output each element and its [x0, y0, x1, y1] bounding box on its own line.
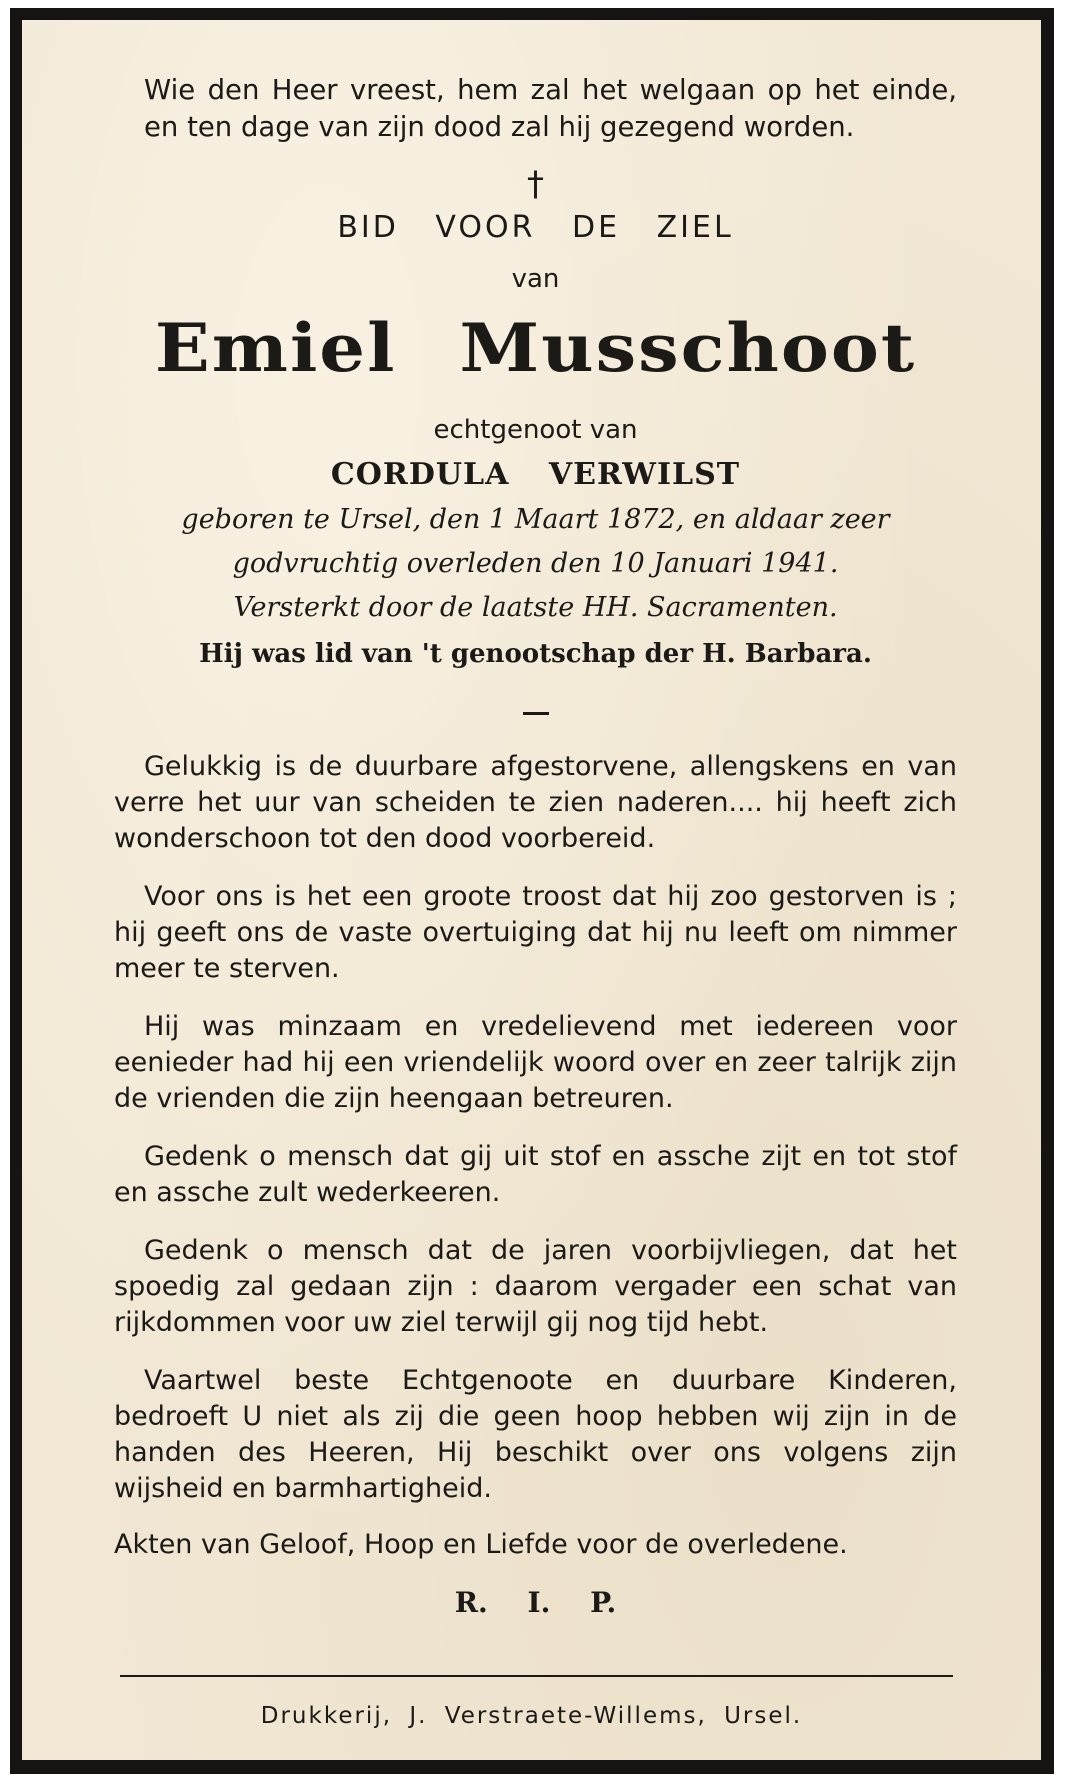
membership-line: Hij was lid van 't genootschap der H. Barbara.	[199, 639, 872, 669]
rip-text: R. I. P.	[454, 1586, 617, 1619]
printer-credit: Drukkerij, J. Verstraete-Willems, Ursel.	[260, 1703, 803, 1729]
spouse-intro: echtgenoot van	[433, 415, 638, 445]
spouse-name: CORDULA VERWILST	[330, 457, 741, 492]
heading: BID VOOR DE ZIEL	[337, 210, 734, 245]
paragraph-2: Voor ons is het een groote troost dat hij zoo gestorven is ; hij geeft ons de vaste overtuiging dat hij nu leeft om nimmer meer te sterven.	[114, 881, 957, 984]
birth-death-line-1: geboren te Ursel, den 1 Maart 1872, en aldaar zeer	[181, 504, 890, 535]
paragraph-4: Gedenk o mensch dat gij uit stof en assche zijt en tot stof en assche zult wederkeeren.	[114, 1141, 957, 1208]
acts-line: Akten van Geloof, Hoop en Liefde voor de overledene.	[114, 1529, 848, 1560]
footer-rule	[120, 1675, 953, 1677]
separator-dash	[523, 712, 549, 715]
paragraph-6: Vaartwel beste Echtgenoote en duurbare Kinderen, bedroeft U niet als zij die geen hoop hebben wij zijn in de handen des Heeren, Hij beschikt over ons volgens zijn wijsheid en barmhartigheid.	[114, 1365, 957, 1504]
van-text: van	[511, 264, 560, 294]
memorial-card	[10, 8, 1054, 1774]
epigraph: Wie den Heer vreest, hem zal het welgaan op het einde, en ten dage van zijn dood zal hij gezegend worden.	[144, 74, 957, 143]
birth-death-line-2: godvruchtig overleden den 10 Januari 1941.	[232, 548, 839, 579]
cross-icon: †	[527, 164, 544, 204]
card-paper	[22, 20, 1041, 1760]
paragraph-5: Gedenk o mensch dat de jaren voorbijvliegen, dat het spoedig zal gedaan zijn : daarom vergader een schat van rijkdommen voor uw ziel terwijl gij nog tijd hebt.	[114, 1235, 957, 1338]
deceased-name: Emiel Musschoot	[154, 308, 917, 387]
paragraph-1: Gelukkig is de duurbare afgestorvene, allengskens en van verre het uur van scheiden te zien naderen.... hij heeft zich wonderschoon tot den dood voorbereid.	[114, 751, 957, 854]
sacraments-line: Versterkt door de laatste HH. Sacramenten.	[233, 592, 838, 623]
paragraph-3: Hij was minzaam en vredelievend met iedereen voor eenieder had hij een vriendelijk woord over en zeer talrijk zijn de vrienden die zijn heengaan betreuren.	[114, 1011, 957, 1114]
